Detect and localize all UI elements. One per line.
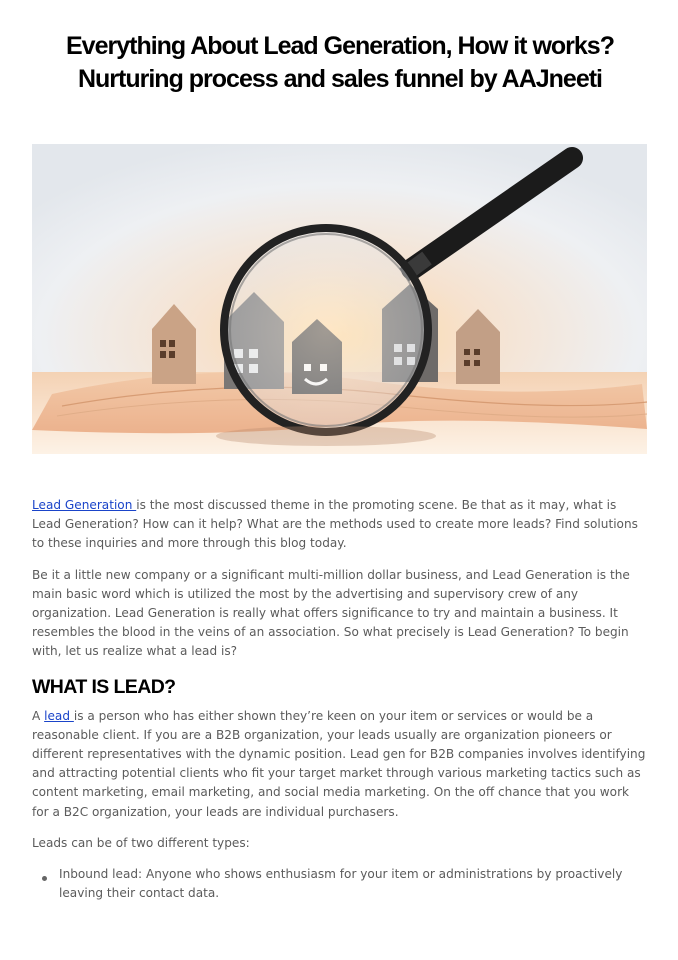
list-item: [32, 865, 647, 903]
lead-link[interactable]: lead: [44, 708, 74, 723]
hero-image: [32, 144, 647, 454]
business-paragraph: Be it a little new company or a significant multi-million dollar business, and Lead Generation is the main basic word which is utilized the most by the advertising and supervisory crew of any organization. Lead Generation is really what offers significance to try and maintain a business. It resembles the blood in the veins of an association. So what precisely is Lead Generation? To begin with, let us realize what a lead is?: [32, 567, 630, 659]
article-body: [32, 496, 647, 903]
lead-generation-link[interactable]: Lead Generation: [32, 498, 137, 512]
intro-paragraph: [32, 496, 647, 554]
section-heading: WHAT IS LEAD?: [32, 675, 176, 698]
bullet-text: Inbound lead: Anyone who shows enthusiasm for your item or administrations by proactively leaving their contact data.: [59, 867, 623, 901]
bullet-icon: [42, 876, 47, 881]
magnifying-glass-over-houses-image: [32, 144, 647, 454]
lead-definition-paragraph: [32, 707, 647, 822]
lead-types-intro: Leads can be of two different types:: [32, 835, 250, 850]
lead-prefix: A: [32, 708, 45, 723]
lead-definition-text: is a person who has either shown they’re keen on your item or services or would be a reasonable client. If you are a B2B organization, your leads usually are organization pioneers or different representatives with the dynamic position. Lead gen for B2B companies involves identifying and attracting potential clients who fit your target market through various marketing tactics such as content marketing, email marketing, and social media marketing. On the off chance that you work for a B2C organization, your leads are individual purchasers.: [32, 708, 646, 819]
intro-text: is the most discussed theme in the promoting scene. Be that as it may, what is Lead Generation? How can it help? What are the methods used to create more leads? Find solutions to these inquiries and more through this blog today.: [32, 498, 638, 551]
page-title: Everything About Lead Generation, How it works? Nurturing process and sales funnel by AAJneeti: [66, 32, 614, 93]
